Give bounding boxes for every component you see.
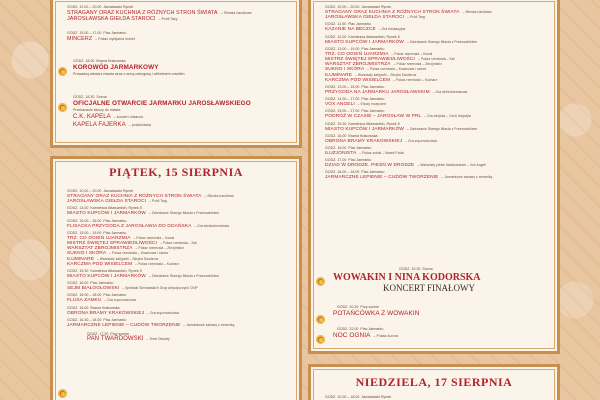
highlight-event: GODZ. 19.30 Scena WOWAKIN I NINA KODORSKA KONCERT FINAŁOWY xyxy=(333,267,481,293)
highlight-event: GODZ. 22.00 Plac Jarmarku NOC OGNIA – Pokaz Aurora xyxy=(333,327,399,339)
event-item: GODZ. 18.00 Brama Krakowska KOROWÓD JARMARKOWY Prowadzą włodarz miasta wraz z anną ostrogską i wilhelmem orsettim xyxy=(73,59,185,76)
event-item: GODZ. 10.00 – 18.00 Jarosławski Rynek xyxy=(325,395,392,399)
schedule-panel-sunday xyxy=(308,364,560,400)
event-item: GODZ. 15.00 – 17.00 Plac Jarmarku MINCERZ – Pokaz wybijania monet xyxy=(67,31,136,42)
event-list: GODZ. 10.00 – 20.00 Jarosławski Rynek STRAGANY ORAZ KUCHNIA Z RÓŻNYCH STRON ŚWIATA – Sfinska handlowe JAROSŁAWSKA GIEŁDA STAROCI – Pchli Targ GODZ. 13.00 Kamienica Attawantich, Rynek 5 MIASTO KUPCÓW I JARMARKÓW – Zwiedzanie Starego Miasta z Przewodnikiem GODZ. 15.00 – 18.00 Plac Jarmarku FLISACKA PRZYGODA Z JAROSŁAWIA DO GDAŃSKA – Gra wielkoformatowa GODZ. 15.00 – 19.00 Plac Jarmarku TRZ. CO OGIEŃ UJARZMIA – Pokaz rzemiosła – Kowal MISTRZ ŚWIĘTEJ SPRAWIEDLIWOŚCI – Pokaz rzemiosła – Kat WARSZTAT ZBROJMISTRZA – Pokaz rzemiosła – Zbrojmistrz SUKNO I SKÓRA – Pokaz rzemiosła – Krawcowa i szewc ILUMINARE – Warsztaty kaligrafii – Skryba Sanderus KARCZMA POD WISIELCEM – Pokaz rzemiosła – Kucharz GODZ. 15.30 Kamienica Attawantich, Rynek 5 MIASTO KUPCÓW I JARMARKÓW – Zwiedzanie Starego Miasta z Przewodnikiem GODZ. 16.00 Plac Jarmarku SEJM BIAŁOGŁOWSKI – Spektakl Sieniawskich Grup Artystycznych CKiP GODZ. 16.00 – 18.00 Plac Jarmarku FLUSA ZAMKU – Gra zręcznościowa GODZ. 16.00 Brama Krakowska OBRONA BRAMY KRAKOWSKIEJ – Gra zręcznościowa GODZ. 16.30 – 18.30 Plac Jarmarku JARMARCZNE LEPIENIE – CUDÓW TWORZENIE – Jarmarkowe zabawy z ceramiką GODZ. 17.30 Przy scenie PAN TWARDOWSKI – Teatr Otwarty xyxy=(67,189,235,343)
highlight-event: GODZ. 20.30 Przy scenie POTAŃCÓWKA Z WOWAKIN xyxy=(333,305,420,317)
ornament-icon xyxy=(316,277,325,286)
ornament-icon xyxy=(58,103,67,112)
event-item: GODZ. 12.00 – 20.00 Jarosławski Rynek STRAGANY ORAZ KUCHNIA Z RÓŻNYCH STRON ŚWIATA – Sfinska handlowe JAROSŁAWSKA GIEŁDA STAROCI – Pchli Targ xyxy=(67,5,252,22)
schedule-panel-friday xyxy=(50,156,302,400)
schedule-panel-saturday xyxy=(308,0,560,354)
ornament-icon xyxy=(58,389,67,398)
ornament-icon xyxy=(316,315,325,324)
ornament-icon xyxy=(316,335,325,344)
event-item: GODZ. 18.30 Scena OFICJALNE OTWARCIE JARMARKU JAROSŁAWSKIEGO Przekazanie kluczy do miasta C.K. KAPELA – koncert otwarcia KAPELA FAJERKA – potańcówka xyxy=(73,95,251,128)
schedule-panel-left-top xyxy=(50,0,302,148)
event-list: GODZ. 10.00 – 20.00 Jarosławski Rynek STRAGANY ORAZ KUCHNIA Z RÓŻNYCH STRON ŚWIATA – Sfinska handlowe JAROSŁAWSKA GIEŁDA STAROCI – Pchli Targ GODZ. 11.00 Plac Jarmarku KAZANIE NA BECZCE – Gra edukacyjna GODZ. 12.00 Kamienica Attawantich, Rynek 5 MIASTO KUPCÓW I JARMARKÓW – Zwiedzanie Starego Miasta z Przewodnikiem GODZ. 13.00 – 19.00 Plac Jarmarku TRZ. CO OGIEŃ UJARZMIA – Pokaz rzemiosła – Kowal MISTRZ ŚWIĘTEJ SPRAWIEDLIWOŚCI – Pokaz rzemiosła – Kat WARSZTAT ZBROJMISTRZA – Pokaz rzemiosła – Zbrojmistrz SUKNO I SKÓRA – Pokaz rzemiosła – Krawcowa i szewc ILUMINARE – Warsztaty kaligrafii – Skryba Sanderus KARCZMA POD WISIELCEM – Pokaz rzemiosła – Kucharz GODZ. 13.00 – 15.00 Plac Jarmarku PRZYGODA NA JARMARKU JAROSŁAWSKIM – Gra wielkoformatowa GODZ. 14.00 – 17.00 Plac Jarmarku VOX ANGELI – Etiudy muzyczne GODZ. 15.00 – 17.00 Plac Jarmarku PODRÓŻ W CZASIE – JAROSŁAW W PRL – Gra miejska – Cech Inicjatyw GODZ. 15.30 Kamienica Attawantich, Rynek 5 MIASTO KUPCÓW I JARMARKÓW – Zwiedzanie Starego Miasta z Przewodnikiem GODZ. 16.00 Brama Krakowska OBRONA BRAMY KRAKOWSKIEJ – Gra zręcznościowa GODZ. 16.00 Plac Jarmarku ILUZJONISTA – Pokaz sztuki – Marek Polak GODZ. 17.00 Plac Jarmarku DZIAD W DRODZE. PIEŚŃ W DRODZE – Warsztaty pieśni dziadowskich – Vox Angeli GODZ. 16.00 – 18.00 Plac Jarmarku JARMARCZNE LEPIENIE – CUDÓW TWORZENIE – Jarmarkowe zabawy z ceramiką xyxy=(325,5,493,181)
day-title: NIEDZIELA, 17 SIERPNIA xyxy=(355,375,513,389)
day-title: PIĄTEK, 15 SIERPNIA xyxy=(109,165,243,179)
ornament-icon xyxy=(58,67,67,76)
